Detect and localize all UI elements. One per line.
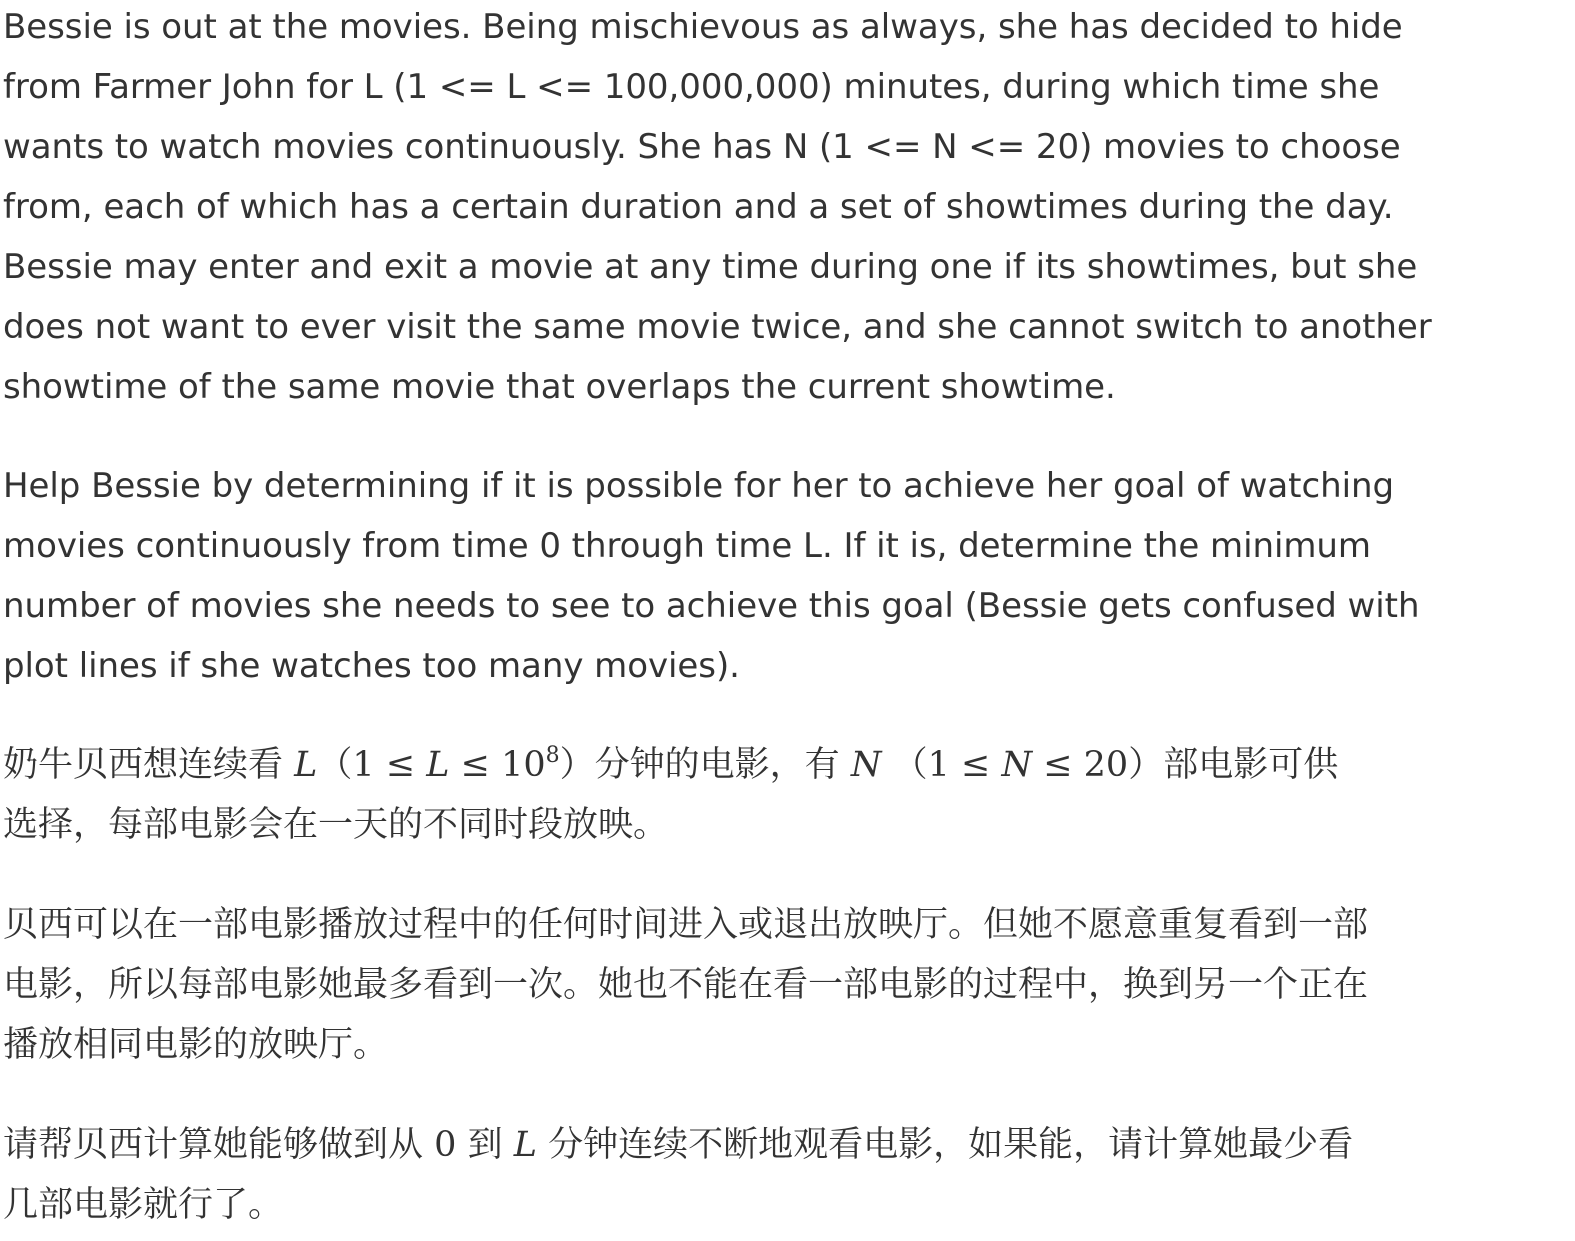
text-line: Bessie is out at the movies. Being mischievous as always, she has decided to hide [3,7,1403,47]
text-line: wants to watch movies continuously. She has N (1 <= N <= 20) movies to choose [3,127,1401,167]
paragraph-zh-intro [3,735,1338,855]
math-var-L: L [426,745,450,785]
text-run: ）分钟的电影，有 [559,745,840,785]
math-expr: 1 ≤ [352,745,427,785]
text-line: showtime of the same movie that overlaps the current showtime. [3,367,1116,407]
text-line [3,1115,1353,1175]
text-run: 到 [467,1125,503,1165]
math-number: 0 [434,1125,457,1165]
text-run: ）部电影可供 [1128,745,1339,785]
text-line: 几部电影就行了。 [3,1185,284,1225]
text-line: 电影，所以每部电影她最多看到一次。她也不能在看一部电影的过程中，换到另一个正在 [3,965,1369,1005]
paragraph-zh-rules [3,895,1368,1075]
paragraph-intro [3,0,1432,417]
text-run: （ [317,745,353,785]
text-line: from Farmer John for L (1 <= L <= 100,000,000) minutes, during which time she [3,67,1380,107]
text-run: 分钟连续不断地观看电影，如果能，请计算她最少看 [548,1125,1354,1165]
text-line: from, each of which has a certain duration and a set of showtimes during the day. [3,187,1394,227]
math-var-N: N [850,745,882,785]
text-line: plot lines if she watches too many movies). [3,646,740,686]
text-line: Help Bessie by determining if it is possible for her to achieve her goal of watching [3,466,1395,506]
text-line: number of movies she needs to see to achieve this goal (Bessie gets confused with [3,586,1420,626]
text-run: 奶牛贝西想连续看 [3,745,284,785]
math-var-L: L [513,1125,537,1165]
text-line [3,735,1338,795]
math-exponent: 8 [545,743,560,768]
text-line: 选择，每部电影会在一天的不同时段放映。 [3,805,669,845]
text-run: 请帮贝西计算她能够做到从 [3,1125,424,1165]
text-line: Bessie may enter and exit a movie at any time during one if its showtimes, but she [3,247,1418,287]
text-line: does not want to ever visit the same movie twice, and she cannot switch to another [3,307,1432,347]
text-run: （ [892,745,928,785]
math-expr: 1 ≤ [927,745,1002,785]
math-var-N: N [1001,745,1033,785]
math-expr: ≤ 20 [1032,745,1129,785]
math-expr: ≤ 10 [449,745,546,785]
text-line: 播放相同电影的放映厅。 [3,1025,389,1065]
text-line: movies continuously from time 0 through time L. If it is, determine the minimum [3,526,1372,566]
text-line: 贝西可以在一部电影播放过程中的任何时间进入或退出放映厅。但她不愿意重复看到一部 [3,905,1369,945]
math-var-L: L [294,745,318,785]
paragraph-zh-task [3,1115,1353,1235]
paragraph-task [3,456,1419,696]
